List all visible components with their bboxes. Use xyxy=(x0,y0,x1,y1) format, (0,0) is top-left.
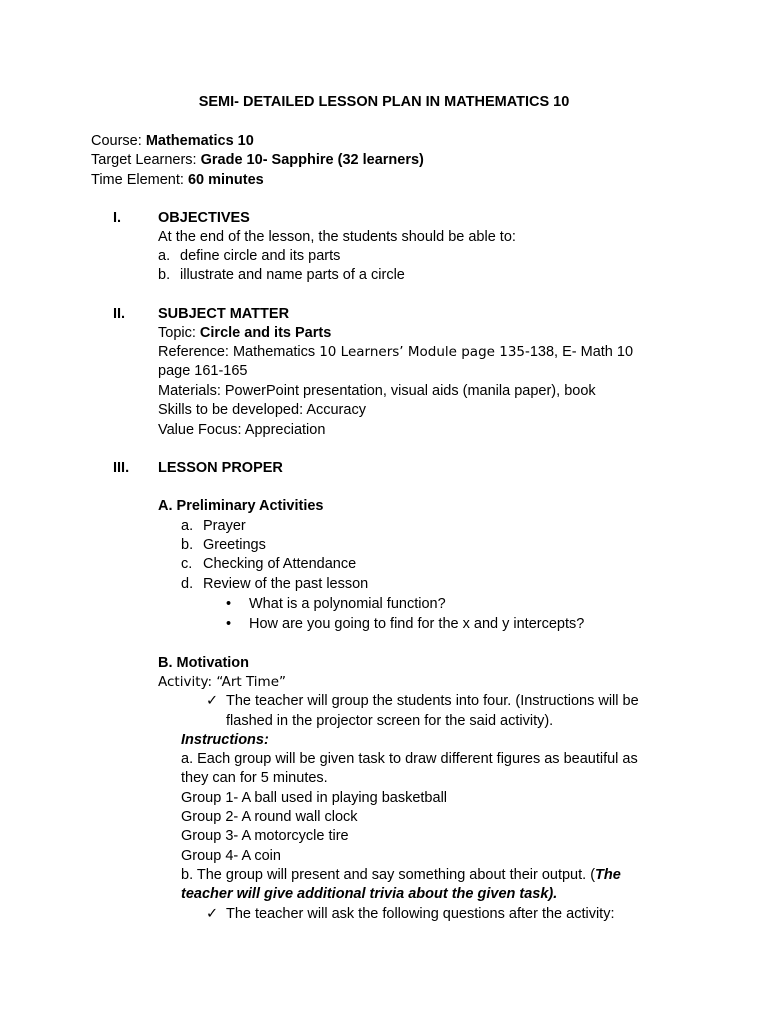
value-focus-line: Value Focus: Appreciation xyxy=(158,422,326,438)
objectives-intro: At the end of the lesson, the students should be able to: xyxy=(158,229,516,245)
materials-line: Materials: PowerPoint presentation, visual aids (manila paper), book xyxy=(158,383,596,399)
reference-text-c: -138, E- Math 10 xyxy=(525,344,634,360)
group-item: Group 4- A coin xyxy=(181,848,281,864)
lesson-number: III. xyxy=(113,460,130,476)
list-marker: b. xyxy=(158,267,171,283)
lesson-heading: LESSON PROPER xyxy=(158,460,283,476)
bullet-icon: • xyxy=(226,616,232,632)
list-text: Prayer xyxy=(203,518,246,534)
reference-line xyxy=(158,343,633,362)
topic-value: Circle and its Parts xyxy=(199,325,332,341)
checkmark-icon: ✓ xyxy=(206,693,219,709)
list-text: illustrate and name parts of a circle xyxy=(180,267,405,283)
topic-line xyxy=(158,324,331,343)
list-text: Checking of Attendance xyxy=(203,556,357,572)
learners-value: Grade 10- Sapphire (32 learners) xyxy=(200,152,424,168)
time-line xyxy=(91,171,264,190)
instruction-b-text: b. The group will present and say something about their output. ( xyxy=(181,867,596,883)
list-marker: a. xyxy=(181,518,194,534)
topic-label: Topic: xyxy=(158,325,196,341)
learners-label: Target Learners: xyxy=(91,152,197,168)
preliminary-heading: A. Preliminary Activities xyxy=(158,498,324,514)
bullet-text: What is a polynomial function? xyxy=(249,596,446,612)
group-item: Group 3- A motorcycle tire xyxy=(181,828,349,844)
check-text: The teacher will group the students into four. (Instructions will be xyxy=(226,693,639,709)
list-text: define circle and its parts xyxy=(180,248,341,264)
skills-line: Skills to be developed: Accuracy xyxy=(158,402,366,418)
subject-number: II. xyxy=(113,306,126,322)
instruction-b-line2: teacher will give additional trivia about the given task). xyxy=(181,886,558,902)
bullet-text: How are you going to find for the x and y intercepts? xyxy=(249,616,585,632)
reference-line-2: page 161-165 xyxy=(158,363,248,379)
course-value: Mathematics 10 xyxy=(145,133,254,149)
course-line xyxy=(91,132,254,151)
instruction-a-line1: a. Each group will be given task to draw different figures as beautiful as xyxy=(181,751,638,767)
list-text: Greetings xyxy=(203,537,266,553)
instruction-a-line2: they can for 5 minutes. xyxy=(181,770,328,786)
course-label: Course: xyxy=(91,133,142,149)
group-item: Group 2- A round wall clock xyxy=(181,809,358,825)
motivation-heading: B. Motivation xyxy=(158,655,250,671)
time-label: Time Element: xyxy=(91,172,184,188)
check-text-continued: flashed in the projector screen for the said activity). xyxy=(226,713,554,729)
objectives-heading: OBJECTIVES xyxy=(158,210,250,226)
group-item: Group 1- A ball used in playing basketball xyxy=(181,790,448,806)
instruction-b-line1 xyxy=(181,866,621,885)
learners-line xyxy=(91,151,424,170)
subject-heading: SUBJECT MATTER xyxy=(158,306,290,322)
list-text: Review of the past lesson xyxy=(203,576,369,592)
reference-text-a: Reference: Mathematics xyxy=(158,344,320,360)
list-marker: b. xyxy=(181,537,194,553)
list-marker: a. xyxy=(158,248,171,264)
time-value: 60 minutes xyxy=(187,172,264,188)
objectives-number: I. xyxy=(113,210,122,226)
document-title: SEMI- DETAILED LESSON PLAN IN MATHEMATICS 10 xyxy=(198,94,570,110)
list-marker: c. xyxy=(181,556,193,572)
reference-text-b: 10 Learners’ Module page 135 xyxy=(319,344,526,360)
activity-line: Activity: “Art Time” xyxy=(158,674,286,690)
instruction-b-emphasis: The xyxy=(595,867,621,883)
bullet-icon: • xyxy=(226,596,232,612)
checkmark-icon: ✓ xyxy=(206,906,219,922)
list-marker: d. xyxy=(181,576,194,592)
instructions-label: Instructions: xyxy=(181,732,269,748)
check-text: The teacher will ask the following questions after the activity: xyxy=(226,906,615,922)
